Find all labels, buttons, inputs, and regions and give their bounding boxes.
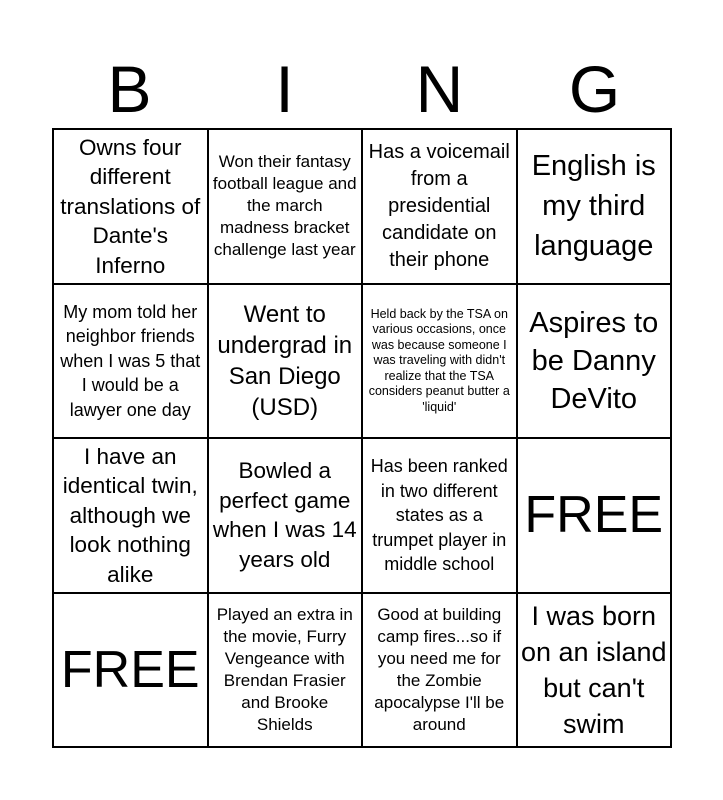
bingo-cell[interactable] [53,284,208,439]
bingo-cell[interactable] [208,284,363,439]
cell-text: FREE [60,640,200,699]
bingo-cell[interactable] [362,438,517,593]
bingo-cell[interactable] [517,284,672,439]
cell-text: I was born on an island but can't swim [520,600,667,739]
free-space[interactable] [53,593,208,748]
bingo-cell[interactable] [362,129,517,284]
bingo-cell[interactable] [208,438,363,593]
header-letter-n: N [415,52,464,126]
bingo-cell[interactable] [362,593,517,748]
cell-text: Went to undergrad in San Diego (USD) [217,300,353,421]
cell-text: I have an identical twin, although we look nothing alike [62,443,198,587]
header-letter-b: B [107,52,152,126]
bingo-cell[interactable] [362,284,517,439]
bingo-cell[interactable] [517,129,672,284]
cell-text: Won their fantasy football league and the march madness bracket challenge last year [212,152,357,260]
cell-text: Bowled a perfect game when I was 14 years old [212,458,357,572]
cell-text: Played an extra in the movie, Furry Vengeance with Brendan Frasier and Brooke Shields [216,604,353,734]
bingo-cell[interactable] [53,129,208,284]
bingo-header [52,50,672,128]
bingo-cell[interactable] [208,129,363,284]
cell-text: Has been ranked in two different states as a trumpet player in middle school [370,456,508,574]
header-letter-g: G [568,52,621,126]
bingo-cell[interactable] [53,438,208,593]
cell-text: Has a voicemail from a presidential candidate on their phone [368,140,510,271]
cell-text: My mom told her neighbor friends when I was 5 that I would be a lawyer one day [60,301,201,420]
free-space[interactable] [517,438,672,593]
bingo-cell[interactable] [517,593,672,748]
cell-text: Aspires to be Danny DeVito [529,306,659,415]
header-letter-i: I [275,52,294,126]
cell-text: Good at building camp fires...so if you need me for the Zombie apocalypse I'll be around [374,604,505,734]
cell-text: English is my third language [531,150,656,263]
bingo-board [52,128,672,748]
bingo-cell[interactable] [208,593,363,748]
cell-text: Owns four different translations of Dante's Inferno [60,134,201,278]
cell-text: Held back by the TSA on various occasions, once was because someone I was traveling with didn't realize that the TSA considers peanut butter a 'liquid' [368,306,510,414]
cell-text: FREE [524,486,664,545]
